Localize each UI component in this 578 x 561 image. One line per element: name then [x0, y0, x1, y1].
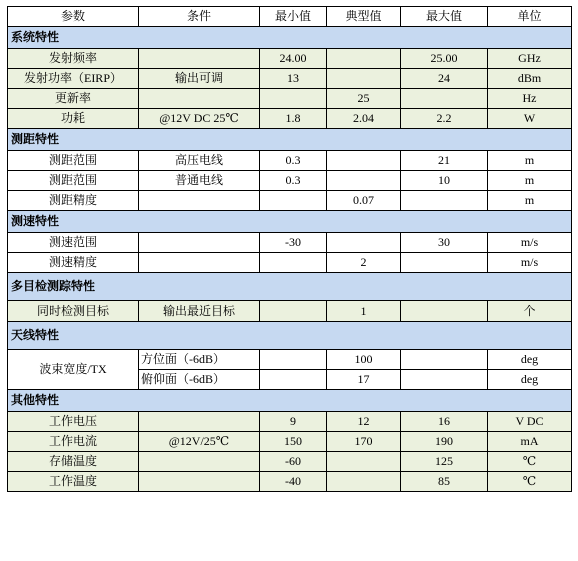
section-system: [8, 27, 572, 49]
unit-cell: m/s: [488, 253, 572, 273]
unit-cell: W: [488, 109, 572, 129]
min-cell: 0.3: [260, 171, 327, 191]
typical-cell: 25: [327, 89, 401, 109]
max-cell: 10: [401, 171, 488, 191]
min-cell: [260, 253, 327, 273]
condition-cell: 俯仰面（-6dB）: [139, 370, 260, 390]
unit-cell: deg: [488, 370, 572, 390]
typical-cell: [327, 472, 401, 492]
table-row: [8, 350, 572, 370]
unit-cell: mA: [488, 432, 572, 452]
typical-cell: 100: [327, 350, 401, 370]
section-multi-target: [8, 273, 572, 301]
header-max: 最大值: [401, 7, 488, 27]
typical-cell: 170: [327, 432, 401, 452]
header-typical: 典型值: [327, 7, 401, 27]
typical-cell: 12: [327, 412, 401, 432]
min-cell: -40: [260, 472, 327, 492]
table-row: [8, 89, 572, 109]
condition-cell: [139, 472, 260, 492]
table-row: [8, 69, 572, 89]
min-cell: [260, 370, 327, 390]
min-cell: 9: [260, 412, 327, 432]
condition-cell: 高压电线: [139, 151, 260, 171]
condition-cell: [139, 452, 260, 472]
unit-cell: ℃: [488, 472, 572, 492]
min-cell: -60: [260, 452, 327, 472]
param-cell: 工作温度: [8, 472, 139, 492]
section-ranging: [8, 129, 572, 151]
min-cell: -30: [260, 233, 327, 253]
param-cell: 测距范围: [8, 151, 139, 171]
max-cell: 24: [401, 69, 488, 89]
max-cell: [401, 301, 488, 322]
typical-cell: [327, 233, 401, 253]
unit-cell: 个: [488, 301, 572, 322]
max-cell: 2.2: [401, 109, 488, 129]
table-row: [8, 301, 572, 322]
section-title: 天线特性: [8, 322, 572, 350]
condition-cell: [139, 89, 260, 109]
max-cell: 21: [401, 151, 488, 171]
max-cell: [401, 191, 488, 211]
param-cell: 更新率: [8, 89, 139, 109]
condition-cell: [139, 49, 260, 69]
typical-cell: 1: [327, 301, 401, 322]
max-cell: 30: [401, 233, 488, 253]
unit-cell: m: [488, 151, 572, 171]
table-row: [8, 109, 572, 129]
param-cell: 波束宽度/TX: [8, 350, 139, 390]
unit-cell: dBm: [488, 69, 572, 89]
table-row: [8, 151, 572, 171]
max-cell: 85: [401, 472, 488, 492]
unit-cell: deg: [488, 350, 572, 370]
table-row: [8, 452, 572, 472]
condition-cell: [139, 233, 260, 253]
table-row: [8, 171, 572, 191]
min-cell: [260, 301, 327, 322]
section-title: 系统特性: [8, 27, 572, 49]
table-row: [8, 49, 572, 69]
condition-cell: [139, 412, 260, 432]
header-condition: 条件: [139, 7, 260, 27]
param-cell: 同时检测目标: [8, 301, 139, 322]
typical-cell: 17: [327, 370, 401, 390]
typical-cell: [327, 151, 401, 171]
condition-cell: 输出最近目标: [139, 301, 260, 322]
table-row: [8, 233, 572, 253]
header-min: 最小值: [260, 7, 327, 27]
table-row: [8, 432, 572, 452]
param-cell: 发射频率: [8, 49, 139, 69]
header-unit: 单位: [488, 7, 572, 27]
min-cell: 150: [260, 432, 327, 452]
unit-cell: m: [488, 191, 572, 211]
max-cell: [401, 350, 488, 370]
max-cell: [401, 253, 488, 273]
section-title: 其他特性: [8, 390, 572, 412]
header-row: [8, 7, 572, 27]
min-cell: 0.3: [260, 151, 327, 171]
condition-cell: [139, 191, 260, 211]
typical-cell: [327, 452, 401, 472]
param-cell: 测速范围: [8, 233, 139, 253]
section-title: 测距特性: [8, 129, 572, 151]
min-cell: 24.00: [260, 49, 327, 69]
typical-cell: 2.04: [327, 109, 401, 129]
section-antenna: [8, 322, 572, 350]
unit-cell: V DC: [488, 412, 572, 432]
typical-cell: 2: [327, 253, 401, 273]
min-cell: [260, 89, 327, 109]
table-row: [8, 472, 572, 492]
unit-cell: ℃: [488, 452, 572, 472]
param-cell: 存储温度: [8, 452, 139, 472]
condition-cell: @12V/25℃: [139, 432, 260, 452]
spec-table: [7, 6, 572, 492]
unit-cell: m: [488, 171, 572, 191]
param-cell: 测速精度: [8, 253, 139, 273]
max-cell: 125: [401, 452, 488, 472]
section-title: 测速特性: [8, 211, 572, 233]
header-param: 参数: [8, 7, 139, 27]
typical-cell: [327, 49, 401, 69]
table-row: [8, 191, 572, 211]
table-row: [8, 412, 572, 432]
condition-cell: @12V DC 25℃: [139, 109, 260, 129]
max-cell: 16: [401, 412, 488, 432]
min-cell: 1.8: [260, 109, 327, 129]
typical-cell: [327, 171, 401, 191]
max-cell: [401, 89, 488, 109]
param-cell: 功耗: [8, 109, 139, 129]
param-cell: 测距范围: [8, 171, 139, 191]
unit-cell: GHz: [488, 49, 572, 69]
max-cell: [401, 370, 488, 390]
section-title: 多目检测踪特性: [8, 273, 572, 301]
min-cell: [260, 191, 327, 211]
max-cell: 190: [401, 432, 488, 452]
param-cell: 发射功率（EIRP）: [8, 69, 139, 89]
param-cell: 测距精度: [8, 191, 139, 211]
section-other: [8, 390, 572, 412]
condition-cell: 输出可调: [139, 69, 260, 89]
condition-cell: 方位面（-6dB）: [139, 350, 260, 370]
param-cell: 工作电流: [8, 432, 139, 452]
condition-cell: [139, 253, 260, 273]
param-cell: 工作电压: [8, 412, 139, 432]
max-cell: 25.00: [401, 49, 488, 69]
min-cell: 13: [260, 69, 327, 89]
typical-cell: 0.07: [327, 191, 401, 211]
spec-table-container: [7, 6, 571, 492]
unit-cell: Hz: [488, 89, 572, 109]
typical-cell: [327, 69, 401, 89]
min-cell: [260, 350, 327, 370]
table-row: [8, 253, 572, 273]
unit-cell: m/s: [488, 233, 572, 253]
section-speed: [8, 211, 572, 233]
condition-cell: 普通电线: [139, 171, 260, 191]
